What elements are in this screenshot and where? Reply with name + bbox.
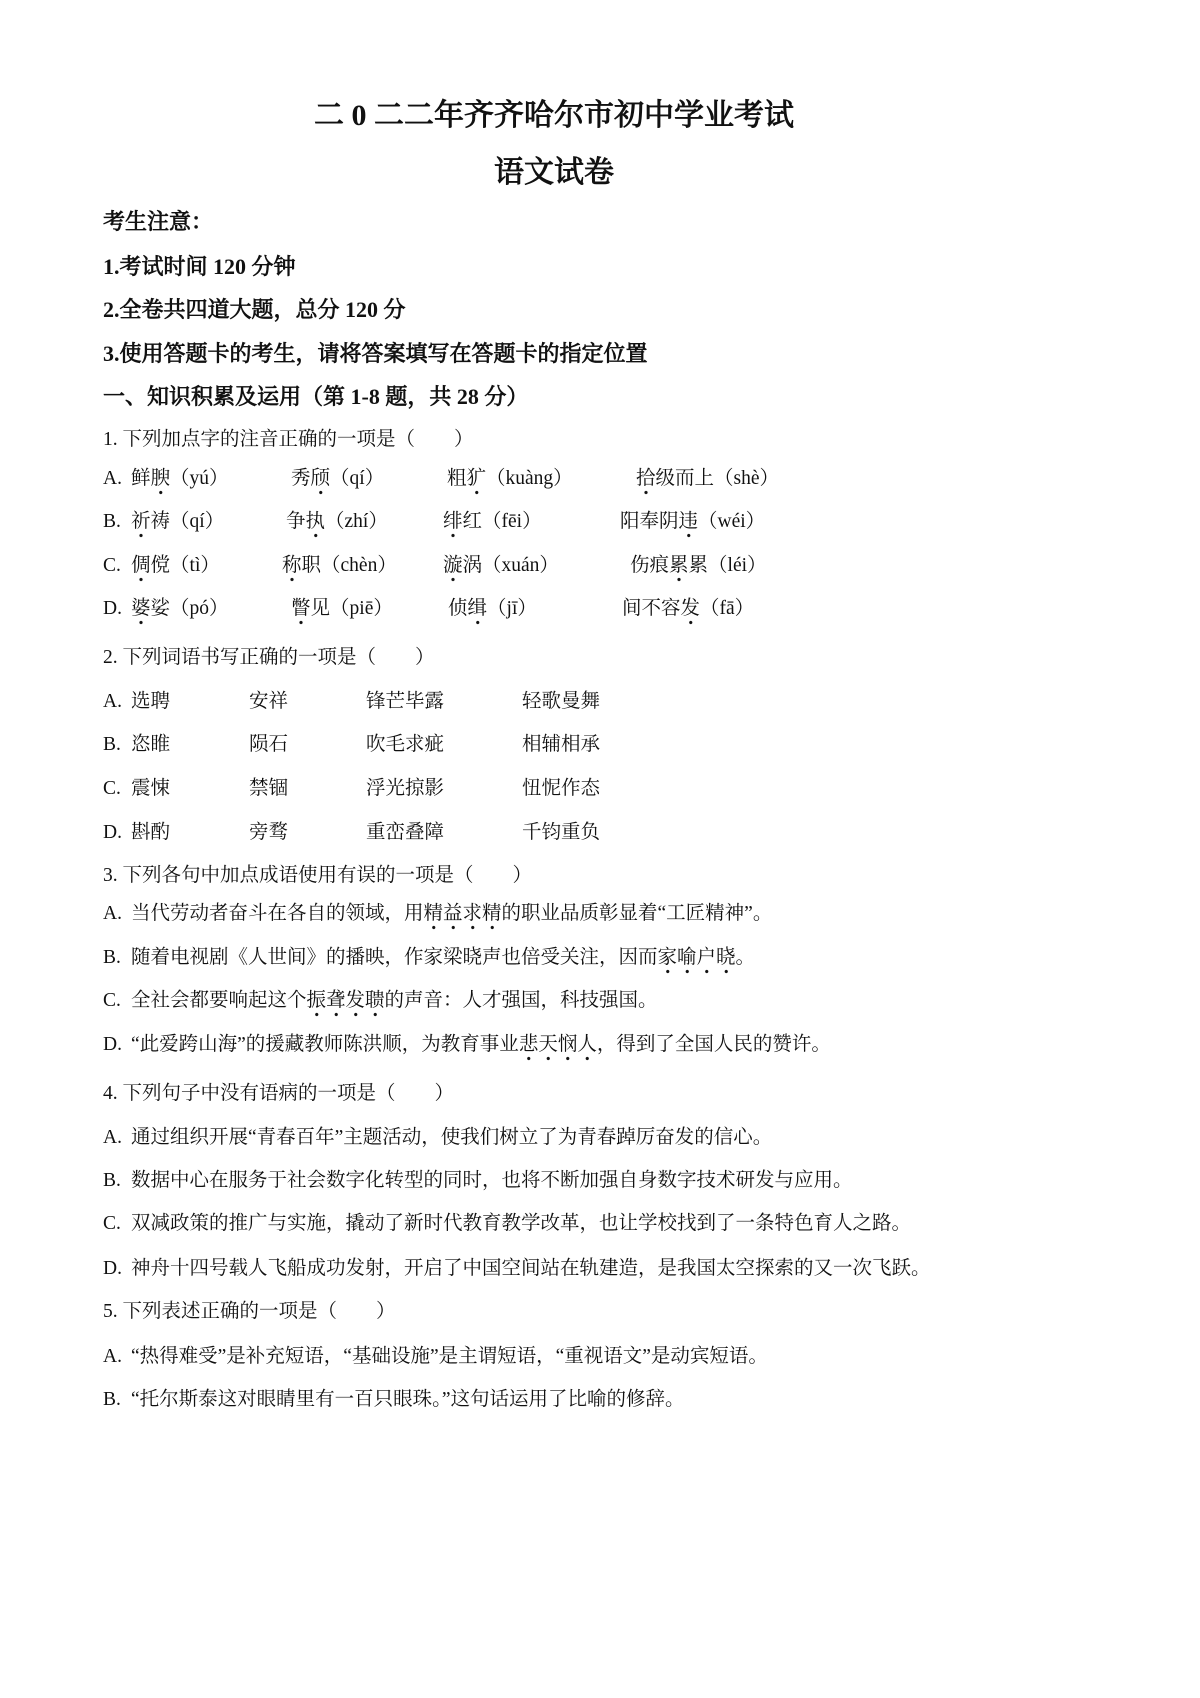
option-label: C.	[103, 778, 121, 799]
option-word: 忸怩作态	[522, 778, 601, 799]
dotted-char: 缉	[468, 598, 488, 626]
option-label: A.	[103, 468, 122, 489]
option-label: A.	[103, 1127, 122, 1148]
option-text: 通过组织开展“青春百年”主题活动，使我们树立了为青春踔厉奋发的信心。	[131, 1127, 773, 1148]
option-text	[131, 899, 772, 929]
section-heading: 一、知识积累及运用（第 1-8 题，共 28 分）	[103, 384, 529, 409]
notice-item: 1.考试时间 120 分钟	[103, 254, 296, 279]
option-label: D.	[103, 1034, 122, 1055]
q5-option-a	[0, 1342, 1200, 1372]
word-part: 侦	[448, 598, 468, 619]
question-stem: 4. 下列句子中没有语病的一项是（ ）	[103, 1083, 455, 1104]
q1-b-item-3	[443, 507, 542, 537]
pinyin-reading: （fēi）	[482, 511, 542, 532]
q1-b-item-2	[286, 507, 388, 537]
q1-d-item-4	[622, 594, 754, 624]
word-part: 阳奉阴	[620, 511, 679, 532]
q3-stem-row	[0, 861, 1200, 891]
dotted-char: 执	[306, 511, 326, 539]
question-stem: 2. 下列词语书写正确的一项是（ ）	[103, 647, 435, 668]
option-label: D.	[103, 598, 122, 619]
q1-b-item-1	[131, 507, 224, 537]
q3-option-a	[0, 899, 1200, 929]
option-label: D.	[103, 822, 122, 843]
dotted-char: 颀	[311, 468, 331, 496]
option-word: 选聘	[131, 691, 171, 712]
pinyin-reading: （shè）	[714, 468, 780, 489]
q5-stem-row	[0, 1297, 1200, 1327]
dotted-char: 倜	[131, 555, 151, 583]
dotted-char: 累	[669, 555, 689, 583]
word-part: 鲜	[131, 468, 151, 489]
dotted-char: 犷	[467, 468, 487, 496]
pinyin-reading: （zhí）	[325, 511, 388, 532]
q4-option-c	[0, 1209, 1200, 1239]
word-part: 涡	[462, 555, 483, 576]
dotted-char: 称	[282, 555, 302, 583]
q3-option-d	[0, 1030, 1200, 1060]
option-word: 锋芒毕露	[366, 691, 445, 712]
option-word: 恣睢	[131, 734, 171, 755]
option-label: C.	[103, 1213, 121, 1234]
exam-title: 二 0 二二年齐齐哈尔市初中学业考试	[314, 99, 794, 132]
option-label: A.	[103, 1346, 122, 1367]
dotted-char: 绯	[443, 511, 463, 539]
notice-item: 2.全卷共四道大题，总分 120 分	[103, 297, 406, 322]
word-part: 职	[301, 555, 322, 576]
option-word: 相辅相承	[522, 734, 601, 755]
q1-d-item-3	[448, 594, 537, 624]
q1-c-item-1	[131, 551, 220, 581]
pinyin-reading: （kuàng）	[486, 468, 573, 489]
option-label: B.	[103, 1389, 121, 1410]
q2-option-d	[0, 818, 1200, 848]
word-part: 祷	[150, 511, 171, 532]
q1-c-item-3	[443, 551, 559, 581]
option-text: “热得难受”是补充短语，“基础设施”是主谓短语，“重视语文”是动宾短语。	[131, 1346, 768, 1367]
q4-stem-row	[0, 1079, 1200, 1109]
dotted-char: 拾	[636, 468, 656, 496]
word-part: 累	[688, 555, 709, 576]
option-label: B.	[103, 734, 121, 755]
dotted-idiom: 精益求精	[424, 903, 502, 931]
option-word: 轻歌曼舞	[522, 691, 601, 712]
option-label: A.	[103, 691, 122, 712]
question-stem: 3. 下列各句中加点成语使用有误的一项是（ ）	[103, 865, 533, 886]
option-label: D.	[103, 1258, 122, 1279]
dotted-char: 瞥	[291, 598, 311, 626]
option-text	[131, 986, 658, 1016]
q2-stem-row	[0, 643, 1200, 673]
q1-option-b	[0, 507, 1200, 537]
question-stem: 5. 下列表述正确的一项是（ ）	[103, 1301, 396, 1322]
q1-a-item-4	[636, 464, 779, 494]
word-part: 见	[310, 598, 331, 619]
option-text: 双减政策的推广与实施，撬动了新时代教育教学改革，也让学校找到了一条特色育人之路。	[131, 1213, 912, 1234]
option-label: C.	[103, 990, 121, 1011]
word-part: 娑	[150, 598, 171, 619]
question-stem: 1. 下列加点字的注音正确的一项是（ ）	[103, 429, 474, 450]
q1-d-item-1	[131, 594, 229, 624]
sentence-part: ，得到了全国人民的赞许。	[596, 1034, 831, 1055]
sentence-part: 当代劳动者奋斗在各自的领域，用	[131, 903, 424, 924]
q1-option-c	[0, 551, 1200, 581]
pinyin-reading: （tì）	[170, 555, 220, 576]
option-text	[131, 1030, 831, 1060]
q4-option-b	[0, 1166, 1200, 1196]
q4-option-a	[0, 1123, 1200, 1153]
notice-heading: 考生注意：	[103, 209, 214, 234]
dotted-char: 漩	[443, 555, 463, 583]
dotted-idiom: 悲天悯人	[519, 1034, 597, 1062]
q1-a-item-3	[447, 464, 573, 494]
q3-option-c	[0, 986, 1200, 1016]
exam-subtitle: 语文试卷	[494, 156, 614, 189]
dotted-idiom: 振聋发聩	[307, 990, 385, 1018]
q1-a-item-2	[291, 464, 384, 494]
option-text: 神舟十四号载人飞船成功发射，开启了中国空间站在轨建造，是我国太空探索的又一次飞跃。	[131, 1258, 931, 1279]
dotted-char: 祈	[131, 511, 151, 539]
option-text: 数据中心在服务于社会数字化转型的同时，也将不断加强自身数字技术研发与应用。	[131, 1170, 853, 1191]
option-word: 千钧重负	[522, 822, 601, 843]
pinyin-reading: （xuán）	[482, 555, 559, 576]
option-word: 旁骛	[249, 822, 289, 843]
word-part: 间不容	[622, 598, 681, 619]
pinyin-reading: （qí）	[330, 468, 385, 489]
pinyin-reading: （jī）	[487, 598, 537, 619]
dotted-idiom: 家喻户晓	[658, 947, 736, 975]
pinyin-reading: （wéi）	[698, 511, 766, 532]
dotted-char: 婆	[131, 598, 151, 626]
q1-stem-row	[0, 425, 1200, 455]
q1-d-item-2	[291, 594, 393, 624]
word-part: 争	[286, 511, 306, 532]
option-word: 陨石	[249, 734, 289, 755]
pinyin-reading: （fā）	[700, 598, 755, 619]
pinyin-reading: （chèn）	[321, 555, 397, 576]
option-label: A.	[103, 903, 122, 924]
option-word: 斟酌	[131, 822, 171, 843]
option-word: 浮光掠影	[366, 778, 445, 799]
q2-option-c	[0, 774, 1200, 804]
pinyin-reading: （qí）	[170, 511, 225, 532]
option-text	[131, 943, 755, 973]
option-word: 禁锢	[249, 778, 289, 799]
option-label: B.	[103, 511, 121, 532]
notice-item-row	[0, 252, 1200, 282]
q1-b-item-4	[620, 507, 765, 537]
option-word: 重峦叠障	[366, 822, 445, 843]
word-part: 傥	[150, 555, 171, 576]
option-word: 震悚	[131, 778, 171, 799]
option-word: 吹毛求疵	[366, 734, 445, 755]
q4-option-d	[0, 1254, 1200, 1284]
pinyin-reading: （pó）	[170, 598, 229, 619]
q2-option-b	[0, 730, 1200, 760]
q1-c-item-4	[630, 551, 767, 581]
option-label: B.	[103, 1170, 121, 1191]
section-heading-row	[0, 382, 1200, 412]
option-word: 安祥	[249, 691, 289, 712]
q1-option-a	[0, 464, 1200, 494]
sentence-part: 全社会都要响起这个	[131, 990, 307, 1011]
q2-option-a	[0, 687, 1200, 717]
q1-a-item-1	[131, 464, 229, 494]
sentence-part: “此爱跨山海”的援藏教师陈洪顺，为教育事业	[131, 1034, 519, 1055]
sentence-part: 的职业品质彰显着“工匠精神”。	[501, 903, 773, 924]
notice-item-row	[0, 339, 1200, 369]
notice-item: 3.使用答题卡的考生，请将答案填写在答题卡的指定位置	[103, 341, 648, 366]
q5-option-b	[0, 1385, 1200, 1415]
dotted-char: 违	[679, 511, 699, 539]
word-part: 级而上	[655, 468, 715, 489]
dotted-char: 腴	[151, 468, 171, 496]
q1-option-d	[0, 594, 1200, 624]
pinyin-reading: （yú）	[170, 468, 229, 489]
pinyin-reading: （piē）	[330, 598, 393, 619]
q1-c-item-2	[282, 551, 397, 581]
word-part: 秀	[291, 468, 311, 489]
notice-item-row	[0, 295, 1200, 325]
notice-heading-row	[0, 207, 1200, 237]
sentence-part: 随着电视剧《人世间》的播映，作家梁晓声也倍受关注，因而	[131, 947, 658, 968]
option-label: B.	[103, 947, 121, 968]
pinyin-reading: （léi）	[708, 555, 767, 576]
q3-option-b	[0, 943, 1200, 973]
sentence-part: 的声音：人才强国，科技强国。	[384, 990, 658, 1011]
sentence-part: 。	[735, 947, 756, 968]
option-label: C.	[103, 555, 121, 576]
word-part: 红	[462, 511, 483, 532]
dotted-char: 发	[681, 598, 701, 626]
option-text: “托尔斯泰这对眼睛里有一百只眼珠。”这句话运用了比喻的修辞。	[131, 1389, 685, 1410]
word-part: 伤痕	[630, 555, 670, 576]
word-part: 粗	[447, 468, 467, 489]
